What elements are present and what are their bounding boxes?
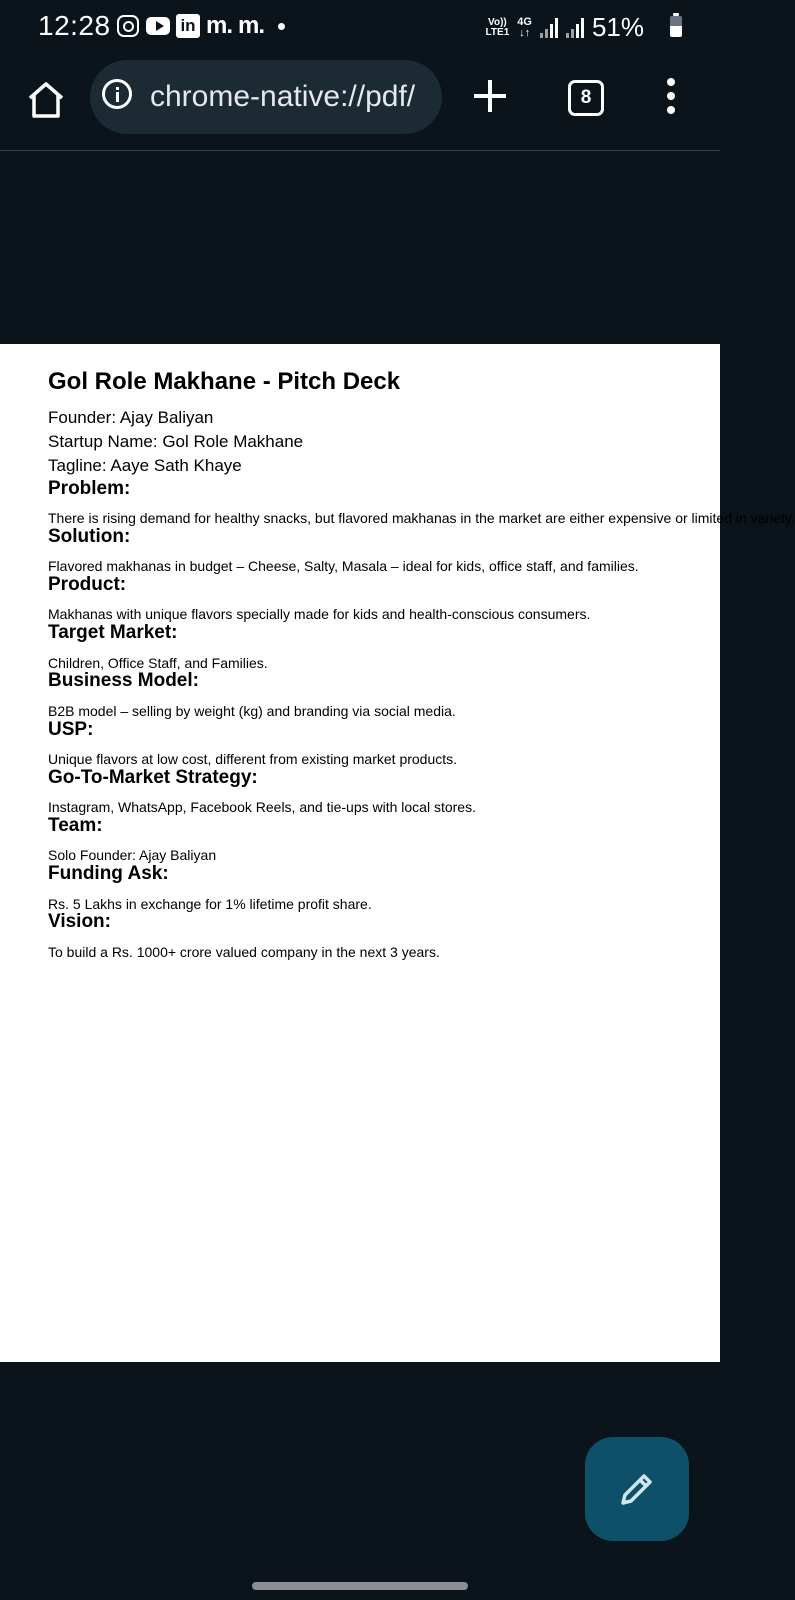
- url-bar[interactable]: [90, 60, 442, 134]
- clock: 12:28: [38, 10, 111, 41]
- section-heading-team: Team:: [48, 815, 103, 836]
- edit-fab-button[interactable]: [585, 1437, 689, 1541]
- section-heading-solution: Solution:: [48, 526, 131, 547]
- section-body-problem: There is rising demand for healthy snacks, but flavored makhanas in the market are either expensive or limited in variety.: [48, 510, 795, 526]
- pencil-icon: [617, 1469, 657, 1509]
- section-heading-target-market: Target Market:: [48, 622, 178, 643]
- dot-icon: [278, 23, 285, 30]
- volte-icon: Vo)) LTE1: [485, 16, 510, 38]
- menu-dot-icon: [667, 106, 675, 114]
- network-4g-icon: 4G ↓↑: [517, 15, 532, 39]
- section-heading-funding-ask: Funding Ask:: [48, 863, 169, 884]
- info-icon[interactable]: [102, 79, 132, 109]
- section-heading-vision: Vision:: [48, 911, 111, 932]
- section-heading-usp: USP:: [48, 719, 94, 740]
- signal-icon: [540, 18, 558, 38]
- url-text[interactable]: chrome-native://pdf/: [150, 80, 416, 113]
- toolbar-divider: [0, 150, 720, 151]
- linkedin-icon: in: [176, 14, 200, 38]
- system-icons: [486, 12, 670, 43]
- section-body-usp: Unique flavors at low cost, different from existing market products.: [48, 751, 458, 767]
- home-icon: [24, 78, 68, 122]
- battery-percent: 51%: [591, 12, 644, 42]
- founder-line: Founder: Ajay Baliyan: [48, 408, 214, 427]
- gesture-nav-bar[interactable]: [252, 1582, 468, 1590]
- signal-icon: [566, 18, 584, 38]
- section-body-product: Makhanas with unique flavors specially made for kids and health-conscious consumers.: [48, 606, 591, 622]
- browser-toolbar: [0, 56, 720, 148]
- section-body-vision: To build a Rs. 1000+ crore valued company in the next 3 years.: [48, 944, 440, 960]
- section-heading-product: Product:: [48, 574, 127, 595]
- menu-dot-icon: [667, 92, 675, 100]
- m-app-icon: m.: [206, 12, 233, 39]
- section-body-team: Solo Founder: Ajay Baliyan: [48, 847, 217, 863]
- section-body-business-model: B2B model – selling by weight (kg) and branding via social media.: [48, 703, 456, 719]
- section-body-go-to-market: Instagram, WhatsApp, Facebook Reels, and tie-ups with local stores.: [48, 799, 476, 815]
- tagline-line: Tagline: Aaye Sath Khaye: [48, 456, 242, 475]
- new-tab-button[interactable]: [472, 78, 508, 114]
- section-body-funding-ask: Rs. 5 Lakhs in exchange for 1% lifetime profit share.: [48, 896, 372, 912]
- youtube-icon: [146, 17, 170, 35]
- pdf-page: [0, 344, 795, 1362]
- m-app-icon: m.: [238, 12, 265, 39]
- startup-name-line: Startup Name: Gol Role Makhane: [48, 432, 304, 451]
- section-heading-go-to-market: Go-To-Market Strategy:: [48, 767, 258, 788]
- home-button[interactable]: [24, 78, 68, 122]
- status-bar: [0, 0, 720, 52]
- document-title: Gol Role Makhane - Pitch Deck: [48, 368, 401, 395]
- section-body-target-market: Children, Office Staff, and Families.: [48, 655, 268, 671]
- notification-icons: [116, 12, 285, 40]
- section-heading-problem: Problem:: [48, 478, 131, 499]
- section-heading-business-model: Business Model:: [48, 670, 199, 691]
- tab-switcher-button[interactable]: 8: [568, 80, 604, 116]
- battery-icon: [670, 16, 682, 37]
- instagram-icon: [117, 15, 139, 37]
- more-menu-button[interactable]: [665, 78, 677, 118]
- section-body-solution: Flavored makhanas in budget – Cheese, Salty, Masala – ideal for kids, office staff, and families.: [48, 558, 639, 574]
- menu-dot-icon: [667, 78, 675, 86]
